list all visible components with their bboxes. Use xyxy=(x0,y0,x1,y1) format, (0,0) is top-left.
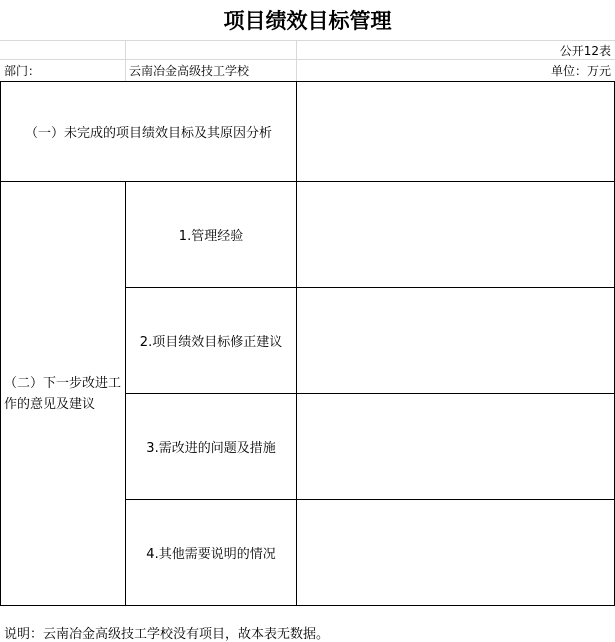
sub-item-label: 2.项目绩效目标修正建议 xyxy=(139,335,283,350)
sub-item-label: 4.其他需要说明的情况 xyxy=(146,547,276,562)
footnote: 说明：云南冶金高级技工学校没有项目，故本表无数据。 xyxy=(4,627,330,642)
sub-item-label: 1.管理经验 xyxy=(178,229,244,244)
faint-gridline xyxy=(0,59,615,60)
sub-item-label: 3.需改进的问题及措施 xyxy=(146,441,276,456)
unit-label: 单位：万元 xyxy=(550,64,611,78)
table-border-bottom xyxy=(0,605,615,606)
faint-gridline xyxy=(125,40,126,81)
department-value: 云南冶金高级技工学校 xyxy=(129,64,250,78)
page-title: 项目绩效目标管理 xyxy=(223,9,392,33)
faint-gridline xyxy=(296,40,297,81)
section1-label: （一）未完成的项目绩效目标及其原因分析 xyxy=(24,126,272,141)
faint-gridline xyxy=(0,40,615,41)
form-code: 公开12表 xyxy=(559,44,611,58)
section2-label: （二）下一步改进工作的意见及建议 xyxy=(4,375,122,412)
table-col-divider xyxy=(296,81,297,606)
department-label: 部门： xyxy=(4,64,41,78)
